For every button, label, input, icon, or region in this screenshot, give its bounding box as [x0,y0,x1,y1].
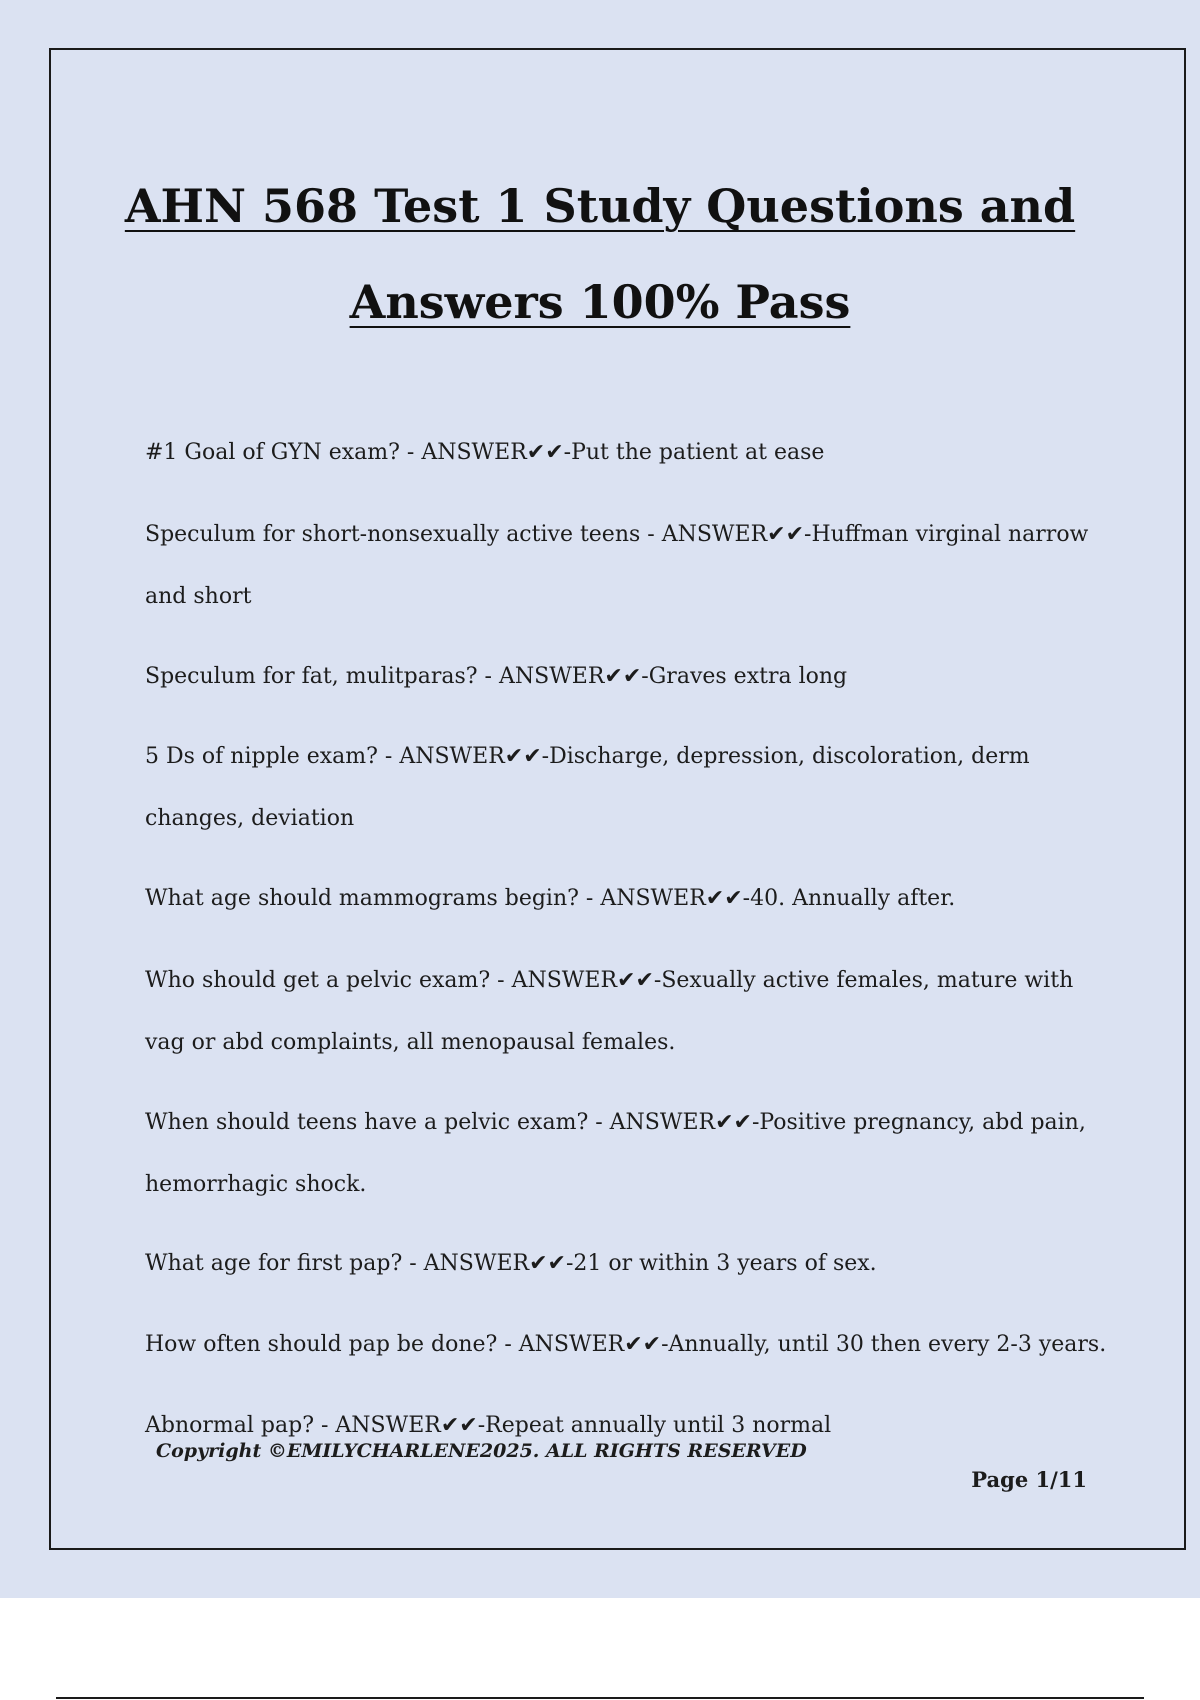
qa-item: What age for first pap? - ANSWER✔✔-21 or within 3 years of sex. [145,1251,877,1276]
page-number: Page 1/11 [971,1467,1087,1492]
title-line-1: AHN 568 Test 1 Study Questions and [124,179,1076,233]
qa-item: When should teens have a pelvic exam? - ANSWER✔✔-Positive pregnancy, abd pain, hemorrhagic shock. [145,1110,1086,1197]
qa-item: 5 Ds of nipple exam? - ANSWER✔✔-Discharge, depression, discoloration, derm changes, deviation [145,744,1030,831]
qa-item: Speculum for short-nonsexually active teens - ANSWER✔✔-Huffman virginal narrow and short [145,522,1089,609]
qa-item: What age should mammograms begin? - ANSWER✔✔-40. Annually after. [145,886,956,911]
qa-item: Speculum for fat, mulitparas? - ANSWER✔✔-Graves extra long [145,664,848,689]
qa-item: #1 Goal of GYN exam? - ANSWER✔✔-Put the patient at ease [145,440,825,465]
title-line-2: Answers 100% Pass [349,275,851,329]
copyright-notice: Copyright ©EMILYCHARLENE2025. ALL RIGHTS RESERVED [156,1440,807,1462]
qa-item: How often should pap be done? - ANSWER✔✔-Annually, until 30 then every 2-3 years. [145,1332,1107,1357]
bottom-divider [56,1697,1144,1699]
document-title [60,158,1140,350]
qa-item: Who should get a pelvic exam? - ANSWER✔✔-Sexually active females, mature with vag or abd complaints, all menopausal females. [145,968,1074,1055]
qa-item: Abnormal pap? - ANSWER✔✔-Repeat annually until 3 normal [145,1413,832,1438]
